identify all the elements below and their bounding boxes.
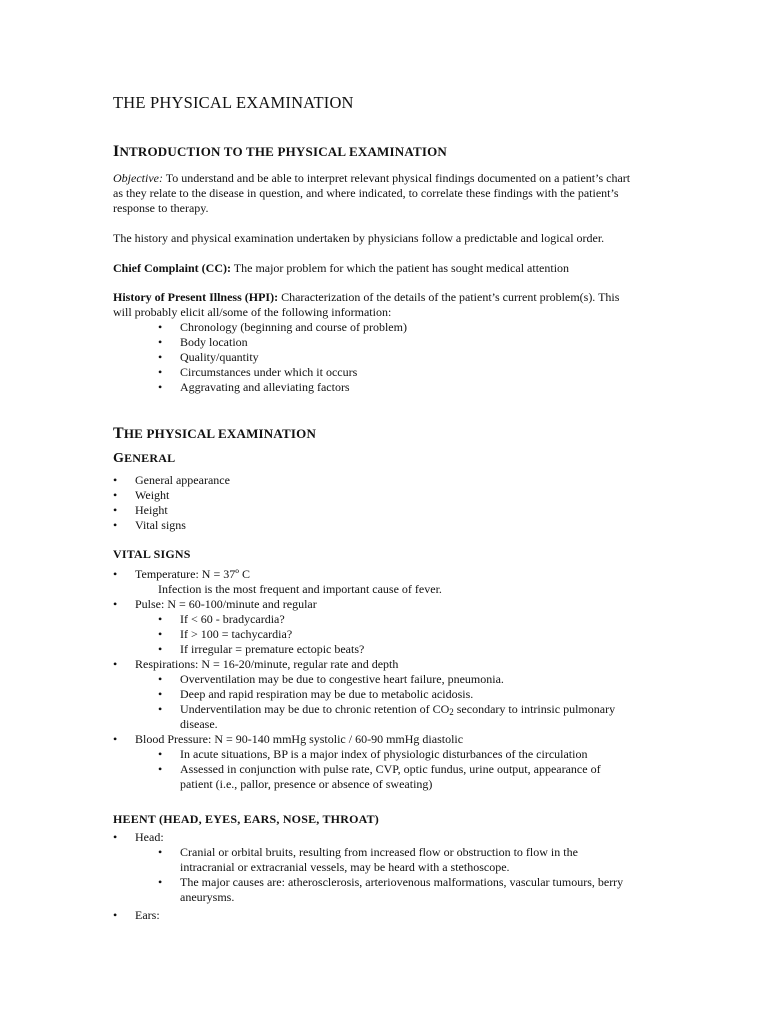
list-item: • Vital signs: [113, 518, 186, 532]
list-item: aneurysms.: [180, 890, 235, 904]
list-item: • Body location: [158, 335, 248, 349]
history-paragraph: The history and physical examination undertaken by physicians follow a predictable and logical order.: [113, 231, 605, 245]
general-heading: GENERAL: [113, 451, 176, 466]
list-item: • Blood Pressure: N = 90-140 mmHg systolic / 60-90 mmHg diastolic: [113, 732, 464, 746]
vital-signs-list: [113, 567, 615, 792]
page-title: THE PHYSICAL EXAMINATION: [113, 93, 354, 112]
list-item: • Chronology (beginning and course of problem): [158, 320, 407, 334]
intro-heading: INTRODUCTION TO THE PHYSICAL EXAMINATION: [113, 143, 448, 160]
hpi-list: [158, 320, 407, 395]
heent-heading: HEENT (HEAD, EYES, EARS, NOSE, THROAT): [113, 812, 379, 826]
hpi-paragraph: History of Present Illness (HPI): Characterization of the details of the patient’s current problem(s). This will probably elicit all/some of the following information:: [113, 290, 620, 319]
list-item: • Underventilation may be due to chronic retention of $CO_2$ secondary to intrinsic pulmonary: [158, 702, 616, 717]
list-item: • Cranial or orbital bruits, resulting from increased flow or obstruction to flow in the: [158, 845, 578, 859]
list-item: • Aggravating and alleviating factors: [158, 380, 350, 394]
vital-signs-heading: VITAL SIGNS: [113, 547, 191, 561]
list-item: • Weight: [113, 488, 170, 502]
list-item: • If irregular = premature ectopic beats?: [158, 642, 365, 656]
list-item: disease.: [180, 717, 218, 731]
list-item: • Ears:: [113, 908, 160, 922]
list-item: • Head:: [113, 830, 164, 844]
list-item: • If < 60 - bradycardia?: [158, 612, 285, 626]
general-list: [113, 473, 230, 533]
list-item: • Temperature: N = 37º C: [113, 567, 250, 581]
list-item: intracranial or extracranial vessels, may be heard with a stethoscope.: [180, 860, 510, 874]
list-item: • Pulse: N = 60-100/minute and regular: [113, 597, 317, 611]
chief-complaint-paragraph: Chief Complaint (CC): The major problem for which the patient has sought medical attention: [113, 261, 570, 275]
list-item: patient (i.e., pallor, presence or absence of sweating): [180, 777, 433, 791]
heent-list: [113, 830, 623, 923]
list-item: • Height: [113, 503, 168, 517]
list-item: • Assessed in conjunction with pulse rate, CVP, optic fundus, urine output, appearance of: [158, 762, 601, 776]
list-item: Infection is the most frequent and important cause of fever.: [158, 582, 442, 596]
objective-label: Objective:: [113, 171, 163, 185]
list-item: • Respirations: N = 16-20/minute, regular rate and depth: [113, 657, 399, 671]
list-item: • In acute situations, BP is a major index of physiologic disturbances of the circulation: [158, 747, 588, 761]
list-item: • Deep and rapid respiration may be due to metabolic acidosis.: [158, 687, 474, 701]
list-item: • General appearance: [113, 473, 230, 487]
list-item: • The major causes are: atherosclerosis, arteriovenous malformations, vascular tumours, berry: [158, 875, 624, 889]
list-item: • Circumstances under which it occurs: [158, 365, 358, 379]
list-item: • Quality/quantity: [158, 350, 259, 364]
objective-paragraph: Objective: To understand and be able to interpret relevant physical findings documented on a patient’s chart as they relate to the disease in question, and where indicated, to correlate these findings with the patient’s response to therapy.: [113, 171, 631, 215]
exam-heading: THE PHYSICAL EXAMINATION: [113, 425, 317, 442]
list-item: • If > 100 = tachycardia?: [158, 627, 293, 641]
list-item: • Overventilation may be due to congestive heart failure, pneumonia.: [158, 672, 504, 686]
